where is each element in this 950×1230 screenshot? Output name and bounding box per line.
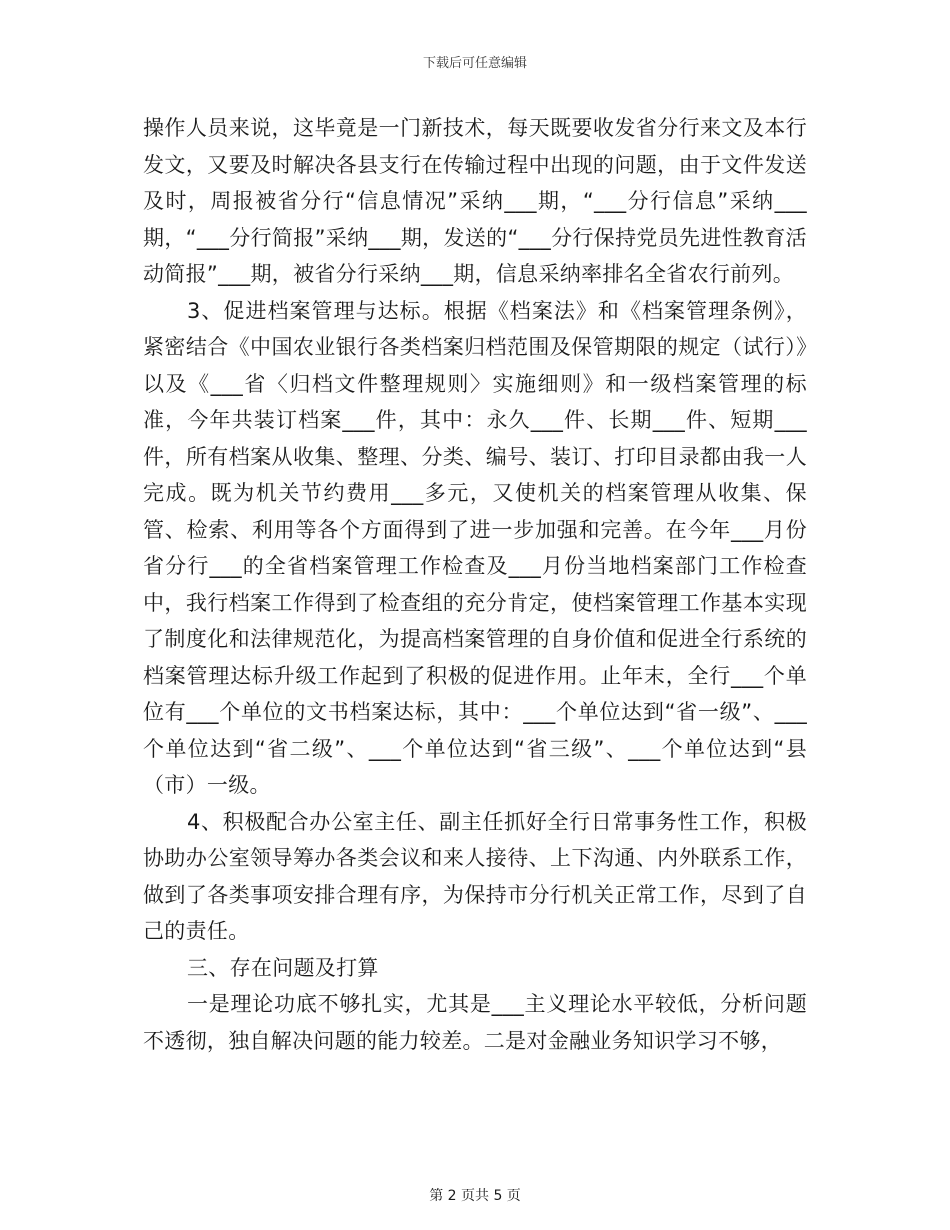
paragraph-4: 一是理论功底不够扎实，尤其是___主义理论水平较低，分析问题不透彻，独自解决问题的能力较差。二是对金融业务知识学习不够， [143,992,807,1053]
paragraph-1: 操作人员来说，这毕竟是一门新技术，每天既要收发省分行来文及本行发文，又要及时解决各县支行在传输过程中出现的问题，由于文件发送及时，周报被省分行“信息情况”采纳___期，“___分行信息”采纳___期，“___分行简报”采纳___期，发送的“___分行保持党员先进性教育活动简报”___期，被省分行采纳___期，信息采纳率排名全省农行前列。 [143,116,807,286]
page-header: 下载后可任意编辑 [422,56,527,71]
paragraph-3: 4、积极配合办公室主任、副主任抓好全行日常事务性工作，积极协助办公室领导筹办各类会议和来人接待、上下沟通、内外联系工作，做到了各类事项安排合理有序，为保持市分行机关正常工作，尽到了自己的责任。 [143,809,807,943]
paragraph-2: 3、促进档案管理与达标。根据《档案法》和《档案管理条例》，紧密结合《中国农业银行各类档案归档范围及保管期限的规定（试行）》以及《___省〈归档文件整理规则〉实施细则》和一级档案管理的标准，今年共装订档案___件，其中：永久___件、长期___件、短期___件，所有档案从收集、整理、分类、编号、装订、打印目录都由我一人完成。既为机关节约费用___多元，又使机关的档案管理从收集、保管、检索、利用等各个方面得到了进一步加强和完善。在今年___月份省分行___的全省档案管理工作检查及___月份当地档案部门工作检查中，我行档案工作得到了检查组的充分肯定，使档案管理工作基本实现了制度化和法律规范化，为提高档案管理的自身价值和促进全行系统的档案管理达标升级工作起到了积极的促进作用。止年末，全行___个单位有___个单位的文书档案达标，其中：___个单位达到“省一级”、___个单位达到“省二级”、___个单位达到“省三级”、___个单位达到“县（市）一级。 [143,298,807,797]
section-heading: 三、存在问题及打算 [187,955,379,980]
document-body [143,110,807,1059]
page-footer: 第 2 页共 5 页 [429,1188,521,1204]
